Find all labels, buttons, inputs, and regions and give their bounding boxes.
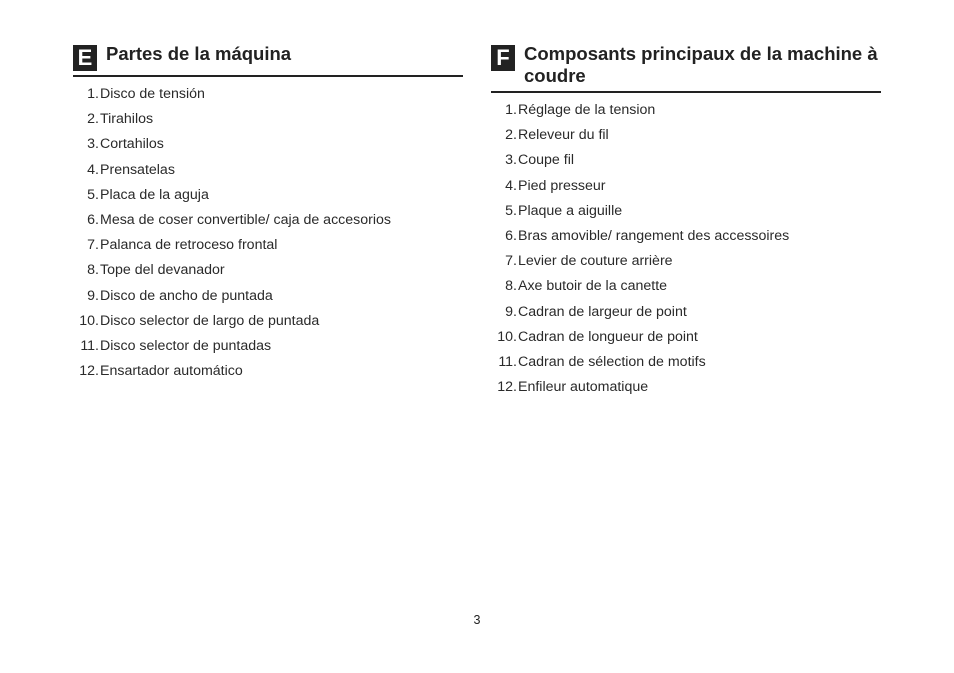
item-number: 11. xyxy=(498,353,517,370)
item-number: 6. xyxy=(87,211,99,228)
list-item xyxy=(491,127,881,152)
item-text: Cadran de sélection de motifs xyxy=(518,353,706,370)
item-number: 3. xyxy=(87,136,99,153)
section-french xyxy=(491,43,881,404)
language-badge-e: E xyxy=(73,45,97,71)
item-number: 5. xyxy=(87,186,99,203)
list-item xyxy=(73,262,463,287)
item-text: Coupe fil xyxy=(518,152,574,169)
parts-list-french xyxy=(491,102,881,404)
item-text: Pied presseur xyxy=(518,177,606,194)
item-number: 1. xyxy=(87,86,99,102)
item-text: Prensatelas xyxy=(100,161,175,178)
item-number: 9. xyxy=(87,287,99,304)
item-number: 2. xyxy=(87,111,99,128)
item-text: Cadran de largeur de point xyxy=(518,303,687,320)
item-number: 12. xyxy=(497,379,517,396)
item-text: Palanca de retroceso frontal xyxy=(100,237,278,254)
list-item xyxy=(491,102,881,127)
item-text: Disco de tensión xyxy=(100,86,205,102)
item-text: Enfileur automatique xyxy=(518,379,649,396)
item-number: 7. xyxy=(87,237,99,254)
item-text: Bras amovible/ rangement des accessoires xyxy=(518,227,790,244)
item-number: 8. xyxy=(505,278,517,295)
item-text: Tope del devanador xyxy=(100,262,225,279)
item-number: 4. xyxy=(505,177,517,194)
list-item xyxy=(73,363,463,388)
item-text: Mesa de coser convertible/ caja de accesorios xyxy=(100,211,391,228)
list-item xyxy=(491,278,881,303)
list-item xyxy=(73,288,463,313)
list-item xyxy=(73,187,463,212)
list-item xyxy=(73,111,463,136)
section-spanish xyxy=(73,43,463,388)
list-item xyxy=(491,304,881,329)
item-number: 11. xyxy=(80,337,99,354)
item-number: 7. xyxy=(505,253,517,270)
list-item xyxy=(491,203,881,228)
item-text: Ensartador automático xyxy=(100,363,243,380)
item-text: Cortahilos xyxy=(100,136,164,153)
item-number: 6. xyxy=(505,227,517,244)
list-item xyxy=(491,329,881,354)
item-text: Disco de ancho de puntada xyxy=(100,287,273,304)
list-item xyxy=(491,152,881,177)
item-number: 2. xyxy=(505,127,517,144)
item-number: 8. xyxy=(87,262,99,279)
list-item xyxy=(491,354,881,379)
item-text: Disco selector de puntadas xyxy=(100,337,272,354)
list-item xyxy=(73,212,463,237)
page-number: 3 xyxy=(473,613,481,627)
item-text: Disco selector de largo de puntada xyxy=(100,312,320,329)
item-number: 10. xyxy=(79,312,99,329)
list-item xyxy=(73,338,463,363)
item-text: Levier de couture arrière xyxy=(518,253,673,270)
item-number: 1. xyxy=(505,102,517,118)
item-text: Réglage de la tension xyxy=(518,102,656,118)
list-item xyxy=(73,162,463,187)
section-title-spanish: Partes de la máquina xyxy=(106,43,292,64)
item-number: 3. xyxy=(505,152,517,169)
item-number: 10. xyxy=(497,328,517,345)
list-item xyxy=(73,313,463,338)
list-item xyxy=(491,178,881,203)
item-number: 5. xyxy=(505,202,517,219)
list-item xyxy=(73,136,463,161)
list-item xyxy=(73,237,463,262)
list-item xyxy=(491,228,881,253)
section-title-french: Composants principaux de la machine à coudre xyxy=(524,43,878,86)
list-item xyxy=(491,253,881,278)
parts-list-spanish xyxy=(73,86,463,388)
item-number: 12. xyxy=(79,363,99,380)
item-text: Releveur du fil xyxy=(518,127,609,144)
item-text: Placa de la aguja xyxy=(100,186,209,203)
section-header-spanish xyxy=(73,43,463,77)
language-badge-f: F xyxy=(491,45,515,71)
list-item xyxy=(73,86,463,111)
item-number: 4. xyxy=(87,161,99,178)
section-header-french xyxy=(491,43,881,93)
item-number: 9. xyxy=(505,303,517,320)
item-text: Axe butoir de la canette xyxy=(518,278,668,295)
item-text: Tirahilos xyxy=(100,111,154,128)
item-text: Cadran de longueur de point xyxy=(518,328,698,345)
item-text: Plaque a aiguille xyxy=(518,202,623,219)
list-item xyxy=(491,379,881,404)
